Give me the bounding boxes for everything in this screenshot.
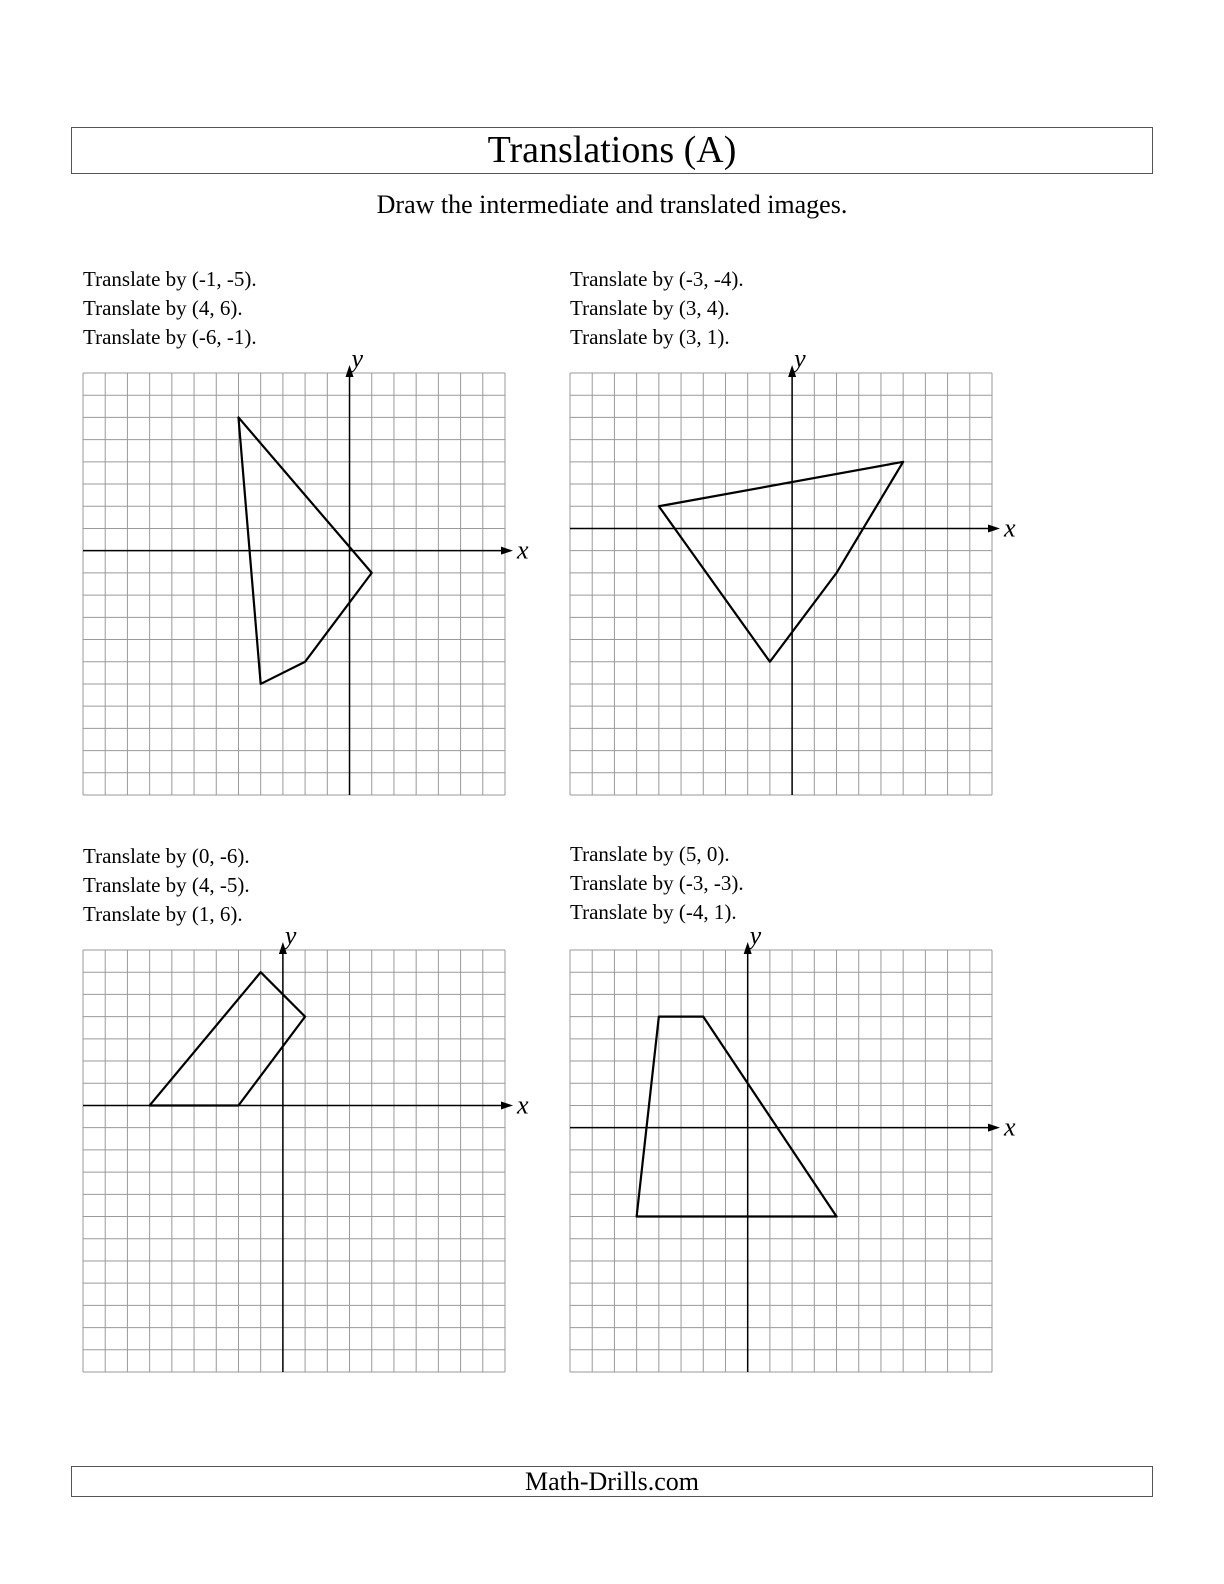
problem-2-step-2: Translate by (3, 4). — [570, 296, 730, 320]
footer-box — [71, 1466, 1153, 1497]
problem-4-step-1: Translate by (5, 0). — [570, 842, 730, 866]
preimage-polygon — [659, 462, 903, 662]
problem-3-coordinate-grid — [83, 921, 529, 1372]
problem-3-step-1: Translate by (0, -6). — [83, 844, 250, 868]
problem-2-instructions — [570, 265, 744, 352]
problem-1-step-3: Translate by (-6, -1). — [83, 325, 257, 349]
x-axis-arrow-icon — [501, 1101, 513, 1109]
y-axis-label: y — [351, 344, 364, 373]
x-axis-label: x — [1004, 513, 1016, 543]
problem-4-step-2: Translate by (-3, -3). — [570, 871, 744, 895]
title-box — [71, 127, 1153, 174]
problem-4-step-3: Translate by (-4, 1). — [570, 900, 737, 924]
x-axis-arrow-icon — [988, 1124, 1000, 1132]
y-axis-label: y — [794, 344, 806, 373]
x-axis-label: x — [517, 1090, 529, 1120]
worksheet-title: Translations (A) — [487, 129, 737, 171]
x-axis-arrow-icon — [988, 524, 1000, 532]
problem-1-coordinate-grid — [83, 344, 529, 795]
problem-3-instructions — [83, 842, 250, 929]
x-axis-arrow-icon — [501, 547, 513, 555]
problem-4-coordinate-grid — [570, 921, 1016, 1372]
problem-2-coordinate-grid — [570, 344, 1016, 795]
footer-site-name: Math-Drills.com — [524, 1467, 700, 1496]
problem-1-step-1: Translate by (-1, -5). — [83, 267, 257, 291]
problem-1-step-2: Translate by (4, 6). — [83, 296, 243, 320]
problem-1-instructions — [83, 265, 257, 352]
y-axis-label: y — [284, 921, 297, 950]
problem-2-step-3: Translate by (3, 1). — [570, 325, 730, 349]
y-axis-label: y — [749, 921, 762, 950]
x-axis-label: x — [517, 535, 529, 565]
problem-3-step-3: Translate by (1, 6). — [83, 902, 243, 926]
problem-4-instructions — [570, 840, 744, 927]
problem-3-step-2: Translate by (4, -5). — [83, 873, 250, 897]
instructions: Draw the intermediate and translated images. — [376, 190, 848, 219]
preimage-polygon — [637, 1017, 837, 1217]
problem-2-step-1: Translate by (-3, -4). — [570, 267, 744, 291]
x-axis-label: x — [1004, 1112, 1016, 1142]
